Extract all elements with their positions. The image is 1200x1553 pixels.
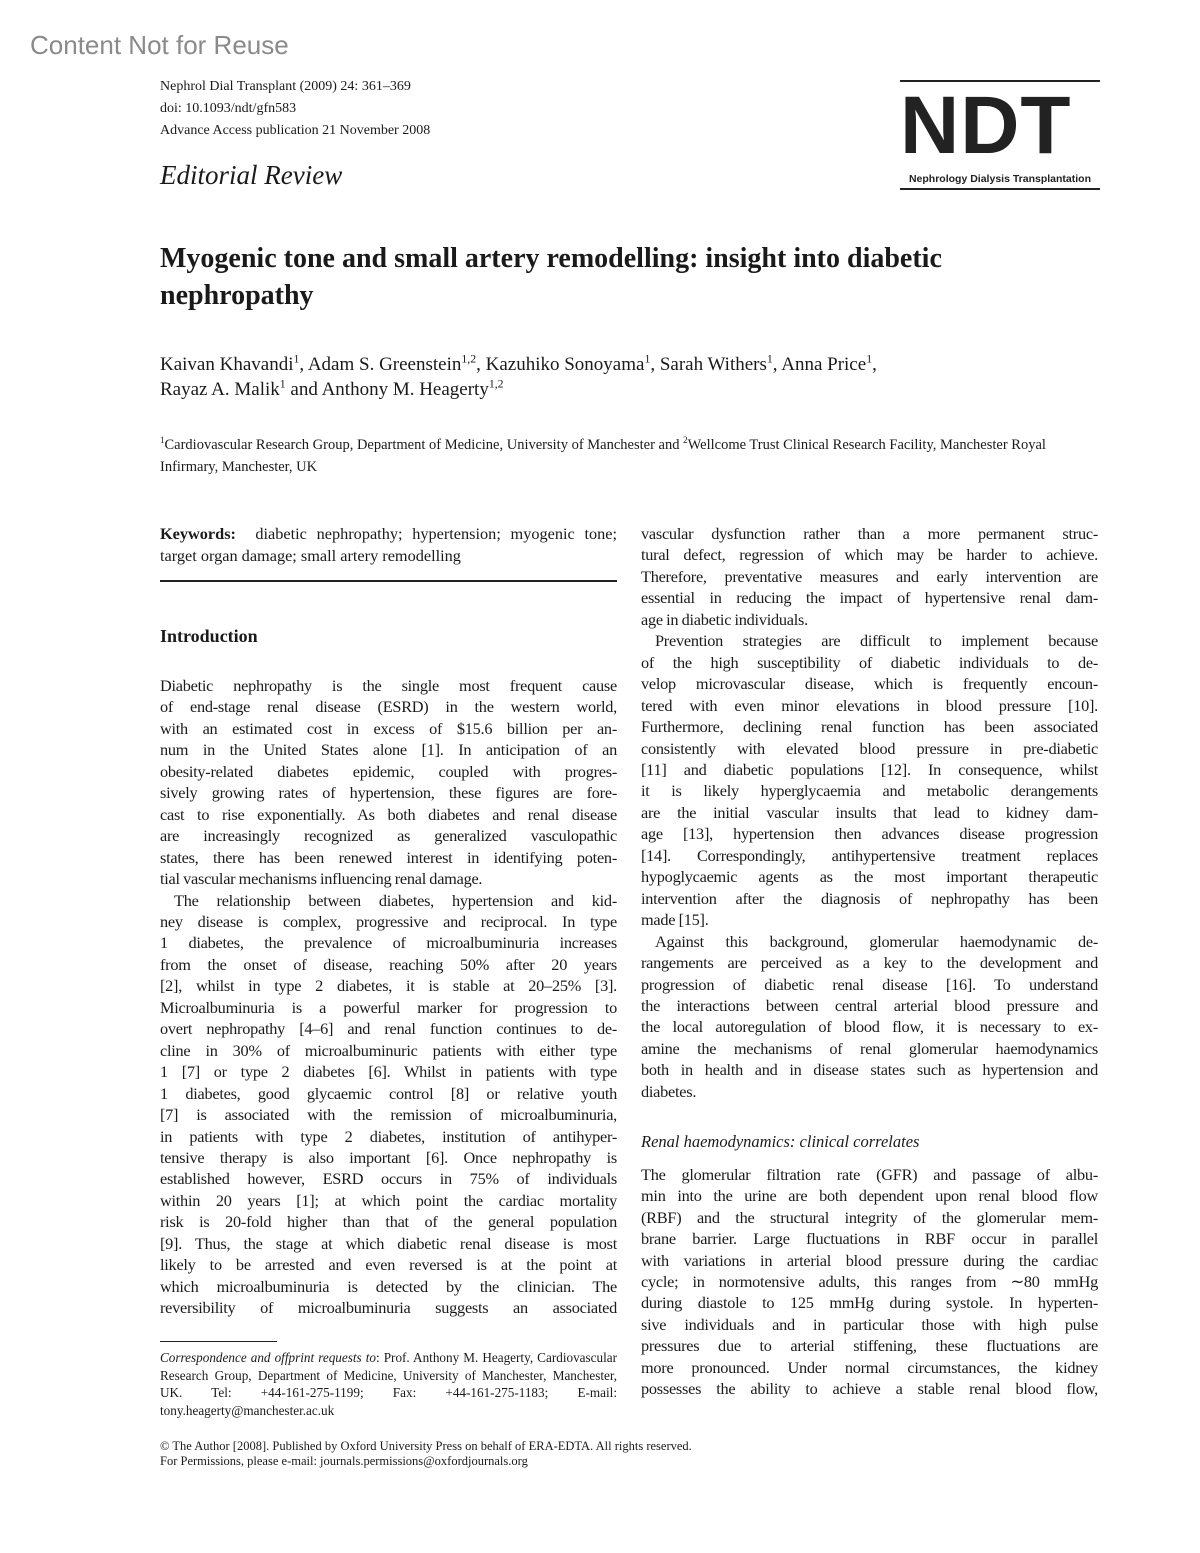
author-separator: , [476, 354, 486, 375]
text-line: [2], whilst in type 2 diabetes, it is stable at 20–25% [3]. [160, 976, 617, 996]
author-affiliation-mark: 1 [644, 352, 651, 366]
text-line: The relationship between diabetes, hypertension and kid- [174, 890, 617, 910]
text-line: made [15]. [641, 910, 709, 930]
author-separator: , [772, 354, 782, 375]
affiliation-mark: 2 [683, 435, 688, 446]
text-line: Microalbuminuria is a powerful marker for progression to [160, 997, 617, 1017]
footnote-text: : Prof. Anthony M. Heagerty, Cardiovascular Research Group, Department of Medicine, University of Manchester, Manchester, UK. Tel: +44-161-275-1199; Fax: +44-161-275-1183; E-mail: tony.heagerty@manchester.ac.uk [160, 1350, 618, 1418]
author-affiliation-mark: 1 [866, 352, 873, 366]
text-line: states, there has been renewed interest in identifying poten- [160, 847, 617, 867]
text-line: are the initial vascular insults that lead to kidney dam- [641, 802, 1098, 822]
text-line: with an estimated cost in excess of $15.6 billion per an- [160, 718, 617, 738]
keywords-divider [160, 580, 617, 582]
affiliation-mark: 1 [160, 435, 165, 446]
text-line: [14]. Correspondingly, antihypertensive treatment replaces [641, 845, 1098, 865]
copyright [160, 1439, 692, 1469]
text-line: 1 diabetes, the prevalence of microalbuminuria increases [160, 933, 617, 953]
right-column-body [641, 523, 1098, 1400]
footnote-divider [160, 1341, 277, 1342]
text-line: consistently with elevated blood pressure in pre-diabetic [641, 738, 1098, 758]
text-line: of end-stage renal disease (ESRD) in the western world, [160, 697, 617, 717]
text-line: ney disease is complex, progressive and reciprocal. In type [160, 911, 617, 931]
text-line: vascular dysfunction rather than a more permanent struc- [641, 524, 1098, 543]
text-line: amine the mechanisms of renal glomerular haemodynamics [641, 1038, 1098, 1058]
paragraph [641, 630, 1098, 930]
author-name: Anthony M. Heagerty [321, 379, 489, 400]
text-line: both in health and in disease states such as hypertension and [641, 1060, 1098, 1080]
text-line: it is likely hyperglycaemia and metabolic derangements [641, 781, 1098, 801]
author-affiliation-mark: 1 [279, 377, 286, 391]
footnote-label: Correspondence and offprint requests to [160, 1350, 376, 1365]
author-separator: , [650, 354, 660, 375]
doi: doi: 10.1093/ndt/gfn583 [160, 101, 297, 116]
keywords-label: Keywords: [160, 524, 236, 543]
introduction-heading: Introduction [160, 626, 258, 646]
author-separator: and [285, 379, 322, 400]
text-line: The glomerular filtration rate (GFR) and passage of albu- [641, 1164, 1098, 1184]
author-name: Rayaz A. Malik [160, 379, 280, 400]
author-separator: , [872, 354, 877, 375]
text-line: tensive therapy is also important [6]. Once nephropathy is [160, 1147, 617, 1167]
text-line: likely to be arrested and even reversed is at the point at [160, 1255, 617, 1275]
text-line: which microalbuminuria is detected by the clinician. The [160, 1276, 617, 1296]
text-line: reversibility of microalbuminuria suggests an associated [160, 1298, 617, 1318]
left-column-body [160, 675, 617, 1319]
author-affiliation-mark: 1 [293, 352, 300, 366]
text-line: established however, ESRD occurs in 75% of individuals [160, 1169, 617, 1189]
text-line: tered with even minor elevations in blood pressure [10]. [641, 695, 1098, 715]
text-line: 1 [7] or type 2 diabetes [6]. Whilst in patients with type [160, 1062, 617, 1082]
text-line: the local autoregulation of blood flow, it is necessary to ex- [641, 1017, 1098, 1037]
text-line: possesses the ability to achieve a stable renal blood flow, [641, 1379, 1098, 1399]
text-line: cycle; in normotensive adults, this ranges from ∼80 mmHg [641, 1271, 1098, 1291]
article-title: Myogenic tone and small artery remodelling: insight into diabetic nephropathy [160, 243, 942, 311]
keywords [160, 523, 617, 566]
logo-rule-top [900, 80, 1100, 82]
watermark: Content Not for Reuse [30, 30, 289, 60]
text-line: Diabetic nephropathy is the single most frequent cause [160, 676, 617, 695]
text-line: the interactions between central arterial blood pressure and [641, 995, 1098, 1015]
text-line: Furthermore, declining renal function has been associated [641, 717, 1098, 737]
text-line: hypoglycaemic agents as the most important therapeutic [641, 867, 1098, 887]
section-label: Editorial Review [160, 160, 343, 190]
text-line: overt nephropathy [4–6] and renal function continues to de- [160, 1019, 617, 1039]
author-affiliation-mark: 1 [766, 352, 773, 366]
text-line: rangements are perceived as a key to the development and [641, 953, 1098, 973]
text-line: age [13], hypertension then advances disease progression [641, 824, 1098, 844]
text-line: more pronounced. Under normal circumstances, the kidney [641, 1357, 1098, 1377]
text-line: brane barrier. Large fluctuations in RBF occur in parallel [641, 1229, 1098, 1249]
text-line: sively growing rates of hypertension, these figures are fore- [160, 783, 617, 803]
text-line: within 20 years [1]; at which point the cardiac mortality [160, 1190, 617, 1210]
author-affiliation-mark: 1,2 [488, 377, 504, 391]
author-name: Sarah Withers [659, 354, 767, 375]
text-line: sive individuals and in particular those with high pulse [641, 1314, 1098, 1334]
section-heading: Renal haemodynamics: clinical correlates [641, 1132, 920, 1152]
logo-text: NDT [900, 86, 1072, 166]
paragraph [160, 890, 617, 1319]
author-name: Kazuhiko Sonoyama [485, 354, 645, 375]
text-line: with variations in arterial blood pressure during the cardiac [641, 1250, 1098, 1270]
text-line: during diastole to 125 mmHg during systole. In hyperten- [641, 1293, 1098, 1313]
text-line: diabetes. [641, 1081, 697, 1101]
paragraph [641, 931, 1098, 1103]
author-name: Anna Price [781, 354, 867, 375]
author-name: Kaivan Khavandi [160, 354, 294, 375]
text-line: cline in 30% of microalbuminuric patients with either type [160, 1040, 617, 1060]
ndt-logo [900, 80, 1100, 190]
text-line: progression of diabetic renal disease [16]. To understand [641, 974, 1098, 994]
publication-date: Advance Access publication 21 November 2008 [160, 123, 431, 138]
text-line: [9]. Thus, the stage at which diabetic renal disease is most [160, 1233, 617, 1253]
correspondence-footnote [160, 1349, 617, 1419]
permissions-line: For Permissions, please e-mail: journals.permissions@oxfordjournals.org [160, 1454, 528, 1468]
text-line: [11] and diabetic populations [12]. In consequence, whilst [641, 759, 1098, 779]
text-line: min into the urine are both dependent upon renal blood flow [641, 1186, 1098, 1206]
paragraph [641, 523, 1098, 630]
author-name: Adam S. Greenstein [307, 354, 462, 375]
affiliation-text: Wellcome Trust Clinical Research Facility, Manchester Royal Infirmary, Manchester, UK [160, 437, 1046, 475]
text-line: Against this background, glomerular haemodynamic de- [655, 931, 1098, 951]
text-line: 1 diabetes, good glycaemic control [8] or relative youth [160, 1083, 617, 1103]
author-affiliation-mark: 1,2 [461, 352, 477, 366]
text-line: cast to rise exponentially. As both diabetes and renal disease [160, 804, 617, 824]
text-line: tural defect, regression of which may be harder to achieve. [641, 545, 1098, 565]
paragraph [160, 675, 617, 890]
text-line: risk is 20-fold higher than that of the general population [160, 1212, 617, 1232]
text-line: pressures due to arterial stiffening, these fluctuations are [641, 1336, 1098, 1356]
text-line: age in diabetic individuals. [641, 609, 808, 629]
keywords-text: diabetic nephropathy; hypertension; myogenic tone; target organ damage; small artery remodelling [160, 524, 617, 565]
text-line: in patients with type 2 diabetes, institution of antihyper- [160, 1126, 617, 1146]
text-line: of the high susceptibility of diabetic individuals to de- [641, 652, 1098, 672]
text-line: obesity-related diabetes epidemic, coupled with progres- [160, 761, 617, 781]
text-line: (RBF) and the structural integrity of the glomerular mem- [641, 1207, 1098, 1227]
text-line: num in the United States alone [1]. In anticipation of an [160, 740, 617, 760]
text-line: from the onset of disease, reaching 50% after 20 years [160, 954, 617, 974]
logo-rule-bottom [900, 188, 1100, 190]
text-line: Therefore, preventative measures and early intervention are [641, 566, 1098, 586]
author-separator: , [299, 354, 308, 375]
copyright-line: © The Author [2008]. Published by Oxford University Press on behalf of ERA-EDTA. All rights reserved. [160, 1439, 692, 1453]
text-line: tial vascular mechanisms influencing renal damage. [160, 869, 483, 889]
text-line: [7] is associated with the remission of microalbuminuria, [160, 1105, 617, 1125]
text-line: Prevention strategies are difficult to implement because [655, 631, 1098, 651]
author-list [160, 352, 1100, 402]
journal-citation: Nephrol Dial Transplant (2009) 24: 361–369 [160, 79, 411, 94]
text-line: essential in reducing the impact of hypertensive renal dam- [641, 588, 1098, 608]
logo-subtitle: Nephrology Dialysis Transplantation [908, 173, 1092, 185]
text-line: are increasingly recognized as generalized vasculopathic [160, 826, 617, 846]
paragraph [641, 1164, 1098, 1400]
affiliations [160, 434, 1100, 478]
text-line: velop microvascular disease, which is frequently encoun- [641, 674, 1098, 694]
affiliation-text: Cardiovascular Research Group, Department of Medicine, University of Manchester and [164, 437, 684, 453]
text-line: intervention after the diagnosis of nephropathy has been [641, 888, 1098, 908]
